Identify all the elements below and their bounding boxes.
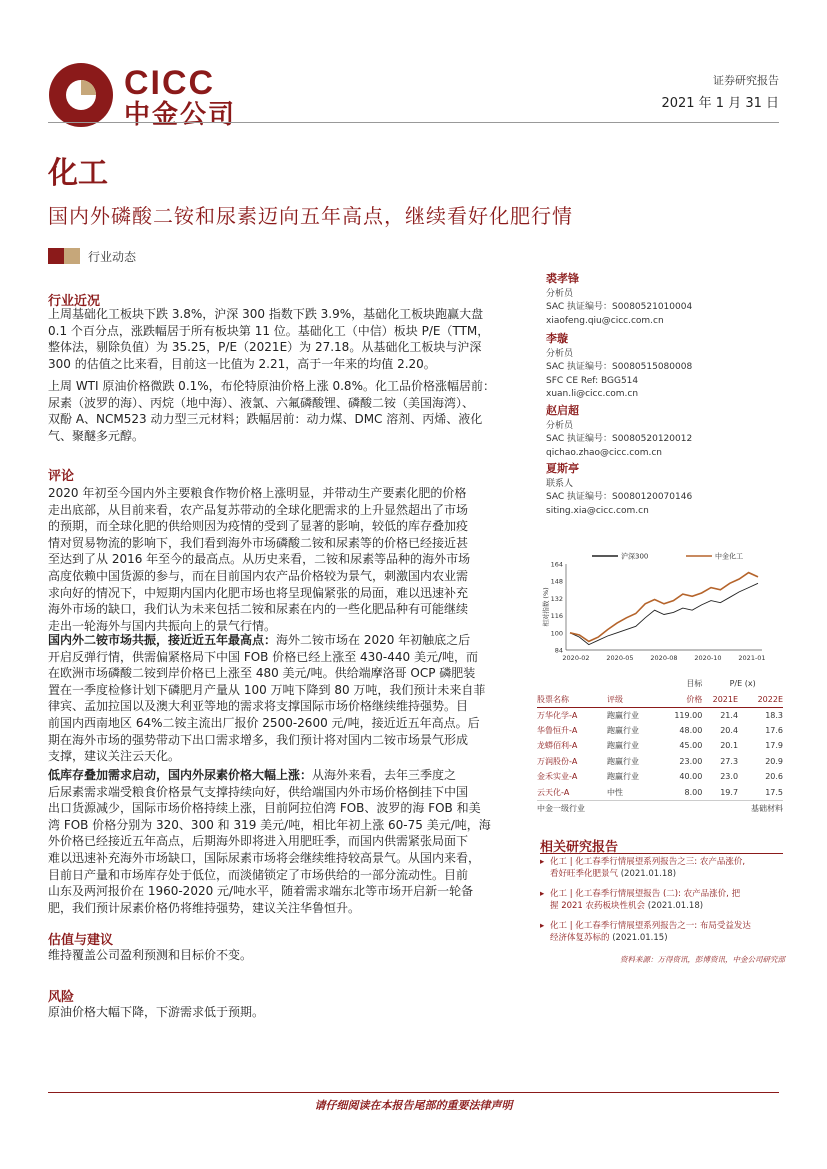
table-row: 龙蟒佰利-A 跑赢行业 45.00 20.1 17.9 [537,741,783,751]
table-footer-row: 中金一级行业 基础材料 [537,800,783,816]
y-tick-label: 148 [550,577,563,586]
paragraph-comment-3: 低库存叠加需求启动，国内外尿素价格大幅上涨：从海外来看，去年三季度之 后尿素需求端受粮食价格景气支撑持续向好，供给端国内外市场价格倒挂下中国 出口货源减少，国际市场价格持续上涨，目前阿拉伯湾 FOB、波罗的海 FOB 和美 湾 FOB 价格分别为 320、300 和 319 美元/吨，相比年初上涨 60-75 美元/吨，海 外价格已经接近五年高点，后期海外即将进入用肥旺季，而国内供需紧张局面下 难以迅速补充海外市场缺口，国际尿素市场将会继续维持较高景气。从国内来看， 目前日产量和市场库存处于低位，而淡储锁定了市场供给的一部分流动性。目前 山东及两河报价在 1960-2020 元/吨水平，随着需求端东北等市场开启新一轮备 肥，我们预计尿素价格仍将维持强势，建议关注华鲁恒升。 [48,768,491,915]
analyst-name: 赵启超 [546,404,579,417]
analyst-card: 李璇 分析员 SAC 执证编号：S0080515080008 SFC CE Ref: BGG514 xuan.li@cicc.com.cn [546,332,692,402]
logo-text-en: CICC [124,64,216,102]
analyst-card: 赵启超 分析员 SAC 执证编号：S0080520120012 qichao.zhao@cicc.com.cn [546,404,692,460]
related-report-link[interactable]: ▸ 化工 | 化工春季行情展望报告 (二): 农产品涨价, 把 握 2021 农药板块性机会 (2021.01.18) [540,889,741,911]
y-axis-label: 相对指数 (%) [542,587,550,627]
x-tick-label: 2020-02 [562,654,590,662]
analyst-name: 李璇 [546,332,568,345]
report-title: 国内外磷酸二铵和尿素迈向五年高点，继续看好化肥行情 [48,204,573,228]
series-line-cicc-chem [570,573,758,642]
related-divider [540,853,783,854]
legal-disclaimer-link[interactable]: 请仔细阅读在本报告尾部的重要法律声明 [314,1099,513,1112]
table-row: 万华化学-A 跑赢行业 119.00 21.4 18.3 [537,707,783,723]
doc-type-label: 行业动态 [88,250,137,264]
analyst-email[interactable]: xuan.li@cicc.com.cn [546,389,639,399]
footer-divider [48,1092,779,1093]
cicc-logo-icon [48,62,114,128]
analyst-email[interactable]: siting.xia@cicc.com.cn [546,505,649,516]
legend-label: 沪深300 [621,552,649,561]
paragraph-risk: 原油价格大幅下降，下游需求低于预期。 [48,1005,265,1019]
type-marker-gold [64,248,80,264]
y-tick-label: 100 [550,629,563,638]
report-type: 证券研究报告 [713,74,779,87]
paragraph-comment-1: 2020 年初至今国内外主要粮食作物价格上涨明显，并带动生产要素化肥的价格 走出底部，从目前来看，农产品复苏带动的全球化肥需求的上升显然超出了市场 的预期，而全球化肥的供给则因为疫情的受到了显著的影响，较低的库存叠加疫 情对贸易物流的影响下，我们看到海外市场磷酸二铵和尿素等的价格已经接近甚 至达到了从 2016 年至今的最高点。从历史来看，二铵和尿素等品种的海外市场 高度依赖中国货源的参与，而在目前国内农产品价格较为景气，刺激国内农业需 求向好的情况下，中短期内国内化肥市场也将呈现偏紧张的局面，难以迅速补充 海外市场的缺口，我们认为未来包括二铵和尿素在内的一些化肥品种有可能继续 走出一轮海外与国内共振向上的景气行情。 [48,486,471,633]
table-row: 万润股份-A 跑赢行业 23.00 27.3 20.9 [537,756,783,766]
x-tick-label: 2020-10 [694,654,722,662]
series-line-csi300 [570,583,758,644]
header-divider [48,122,779,123]
section-heading-recent: 行业近况 [48,294,101,309]
table-row: 华鲁恒升-A 跑赢行业 48.00 20.4 17.6 [537,725,783,735]
legend-label: 中金化工 [715,552,743,561]
table-row: 云天化-A 中性 8.00 19.7 17.5 [537,787,783,797]
analyst-email[interactable]: xiaofeng.qiu@cicc.com.cn [546,315,664,326]
y-tick-label: 116 [550,612,563,621]
logo-text-cn: 中金公司 [124,100,237,130]
report-date: 2021 年 1 月 31 日 [661,96,779,111]
x-tick-label: 2020-05 [606,654,634,662]
section-heading-risk: 风险 [48,990,75,1005]
valuation-table [537,676,783,816]
section-heading-comment: 评论 [48,469,75,484]
triangle-bullet-icon: ▸ [540,857,545,867]
analyst-card: 夏斯亭 联系人 SAC 执证编号：S0080120070146 siting.xia@cicc.com.cn [546,462,692,518]
table-head-row: 股票名称 评级 价格 2021E 2022E [537,694,783,704]
analyst-card: 裘孝锋 分析员 SAC 执证编号：S0080521010004 xiaofeng.qiu@cicc.com.cn [546,272,692,328]
triangle-bullet-icon: ▸ [540,921,545,931]
related-reports-heading: 相关研究报告 [540,840,619,855]
table-row: 金禾实业-A 跑赢行业 40.00 23.0 20.6 [537,772,783,782]
section-heading-valuation: 估值与建议 [48,933,114,948]
relative-index-chart [540,550,780,668]
industry-title: 化工 [48,156,108,191]
triangle-bullet-icon: ▸ [540,889,545,899]
x-tick-label: 2020-08 [650,654,678,662]
source-note: 资料来源：万得资讯，彭博资讯，中金公司研究部 [620,955,785,964]
x-tick-label: 2021-01 [738,654,766,662]
y-tick-label: 84 [554,646,563,655]
y-tick-label: 164 [550,560,563,569]
related-report-link[interactable]: ▸ 化工 | 化工春季行情展望系列报告之三: 农产品涨价, 看好旺季化肥景气 (2021.01.18) [540,857,746,879]
analyst-email[interactable]: qichao.zhao@cicc.com.cn [546,447,662,458]
related-report-link[interactable]: ▸ 化工 | 化工春季行情展望系列报告之一: 布局受益发达 经济体复苏标的 (2021.01.15) [540,921,751,943]
paragraph-recent-1: 上周基础化工板块下跌 3.8%，沪深 300 指数下跌 3.9%，基础化工板块跑赢大盘 0.1 个百分点，涨跌幅居于所有板块第 11 位。基础化工（中信）板块 P/E（TTM， 整体法，剔除负值）为 35.25，P/E（2021E）为 27.18。从基础化工板块与沪深 300 的估值之比来看，目前这一比值为 2.21，高于一年来的均值 2.20。 [48,307,490,371]
type-marker-red [48,248,64,264]
paragraph-valuation: 维持覆盖公司盈利预测和目标价不变。 [48,948,253,962]
analyst-name: 裘孝锋 [546,272,579,285]
paragraph-recent-2: 上周 WTI 原油价格微跌 0.1%，布伦特原油价格上涨 0.8%。化工品价格涨幅居前： 尿素（波罗的海）、丙烷（地中海）、液氯、六氟磷酸锂、磷酸二铵（美国海湾）、 双酚 A、NCM523 动力型三元材料；跌幅居前：动力煤、DMC 溶剂、丙烯、液化 气、聚醚多元醇。 [48,379,495,443]
table-head-row: 目标 P/E (x) [686,679,756,689]
analyst-name: 夏斯亭 [546,462,579,475]
y-tick-label: 132 [550,594,563,603]
paragraph-comment-2: 国内外二铵市场共振，接近近五年最高点：海外二铵市场在 2020 年初触底之后 开启反弹行情，供需偏紧格局下中国 FOB 价格已经上涨至 430-440 美元/吨，而 在欧洲市场磷酸二铵到岸价格已上涨至 480 美元/吨。供给端摩洛哥 OCP 磷肥装 置在一季度检修计划下磷肥月产量从 100 万吨下降到 80 万吨，我们预计未来自菲 律宾、孟加拉国以及澳大利亚等地的需求将支撑国际市场价格继续维持强势。目 前国内西南地区 64%二铵主流出厂报价 2500-2600 元/吨，接近近五年高点。后 期在海外市场的强势带动下出口需求增多，我们预计将对国内二铵市场景气形成 支撑，建议关注云天化。 [48,633,486,764]
